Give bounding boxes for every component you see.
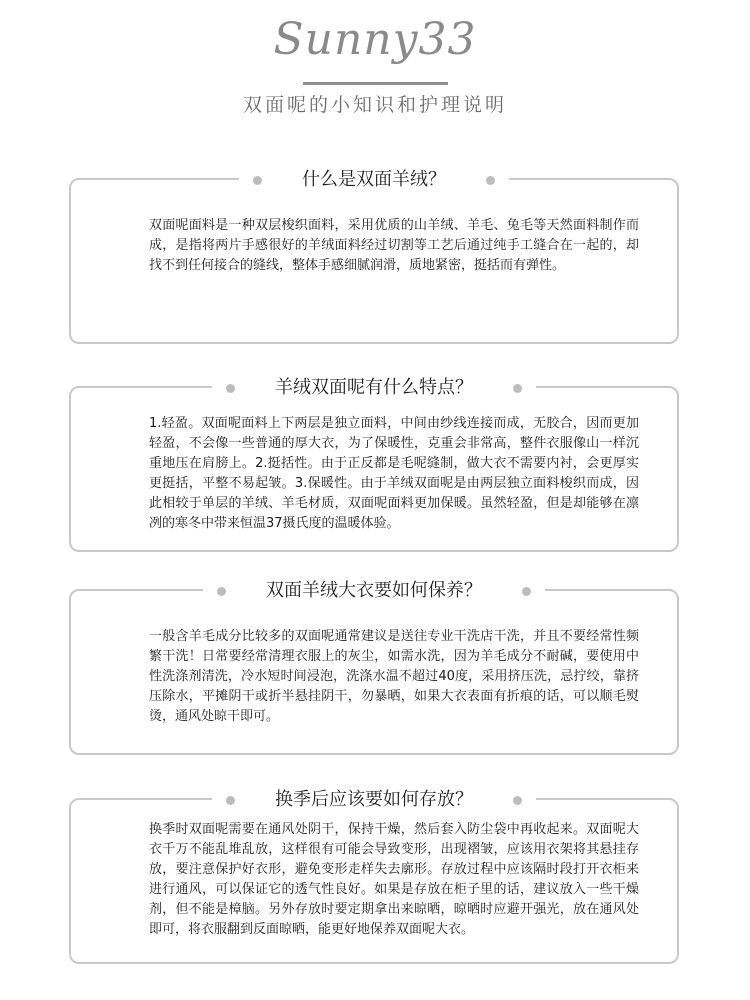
section-header <box>71 786 677 814</box>
section-title: 什么是双面羊绒？ <box>302 169 446 190</box>
brand-underline <box>303 82 448 85</box>
section-body: 一般含羊毛成分比较多的双面呢通常建议是送往专业干洗店干洗，并且不要经常性频繁干洗！日常要经常清理衣服上的灰尘，如需水洗，因为羊毛成分不耐碱，要使用中性洗涤剂清洗，冷水短时间浸泡，洗涤水温不超过40度，采用挤压洗，忌拧绞，靠挤压除水，平摊阴干或折半悬挂阴干，勿暴晒，如果大衣表面有折痕的话，可以顺毛熨烫，通风处晾干即可。 <box>149 629 639 724</box>
section-card-storage <box>69 789 679 964</box>
section-title: 换季后应该要如何存放？ <box>275 789 473 810</box>
dot-icon <box>217 587 226 596</box>
dot-icon <box>522 587 531 596</box>
dot-icon <box>486 176 495 185</box>
dot-icon <box>253 176 262 185</box>
dot-icon <box>226 384 235 393</box>
section-body: 1.轻盈。双面呢面料上下两层是独立面料，中间由纱线连接而成，无胶合，因而更加轻盈，不会像一些普通的厚大衣，为了保暖性，克重会非常高，整件衣服像山一样沉重地压在肩膀上。2.挺括性。由于正反都是毛呢缝制，做大衣不需要内衬，会更厚实更挺括，平整不易起皱。3.保暖性。由于羊绒双面呢是由两层独立面料梭织而成，因此相较于单层的羊绒、羊毛材质，双面呢面料更加保暖。虽然轻盈，但是却能够在凛冽的寒冬中带来恒温37摄氏度的温暖体验。 <box>149 416 639 531</box>
section-card-care <box>69 580 679 755</box>
dot-icon <box>513 796 522 805</box>
dot-icon <box>226 796 235 805</box>
section-header <box>71 166 677 194</box>
page-subtitle: 双面呢的小知识和护理说明 <box>242 94 507 116</box>
section-card-features <box>69 377 679 552</box>
section-card-what-is <box>69 169 679 344</box>
section-header <box>71 374 677 402</box>
section-body: 换季时双面呢需要在通风处阴干，保持干燥，然后套入防尘袋中再收起来。双面呢大衣千万不能乱堆乱放，这样很有可能会导致变形，出现褶皱，应该用衣架将其悬挂存放，要注意保护好衣形，避免变形走样失去廓形。存放过程中应该隔时段打开衣柜来进行通风，可以保证它的透气性良好。如果是存放在柜子里的话，建议放入一些干燥剂，但不能是樟脑。另外存放时要定期拿出来晾晒，晾晒时应避开强光，放在通风处即可，将衣服翻到反面晾晒，能更好地保养双面呢大衣。 <box>149 822 639 937</box>
brand-logo: Sunny33 <box>273 14 477 65</box>
section-title: 羊绒双面呢有什么特点？ <box>275 377 473 398</box>
section-header <box>71 577 677 605</box>
section-title: 双面羊绒大衣要如何保养？ <box>266 580 482 601</box>
section-body: 双面呢面料是一种双层梭织面料，采用优质的山羊绒、羊毛、兔毛等天然面料制作而成，是指将两片手感很好的羊绒面料经过切割等工艺后通过纯手工缝合在一起的，却找不到任何接合的缝线，整体手感细腻润滑，质地紧密，挺括而有弹性。 <box>149 218 639 273</box>
dot-icon <box>513 384 522 393</box>
